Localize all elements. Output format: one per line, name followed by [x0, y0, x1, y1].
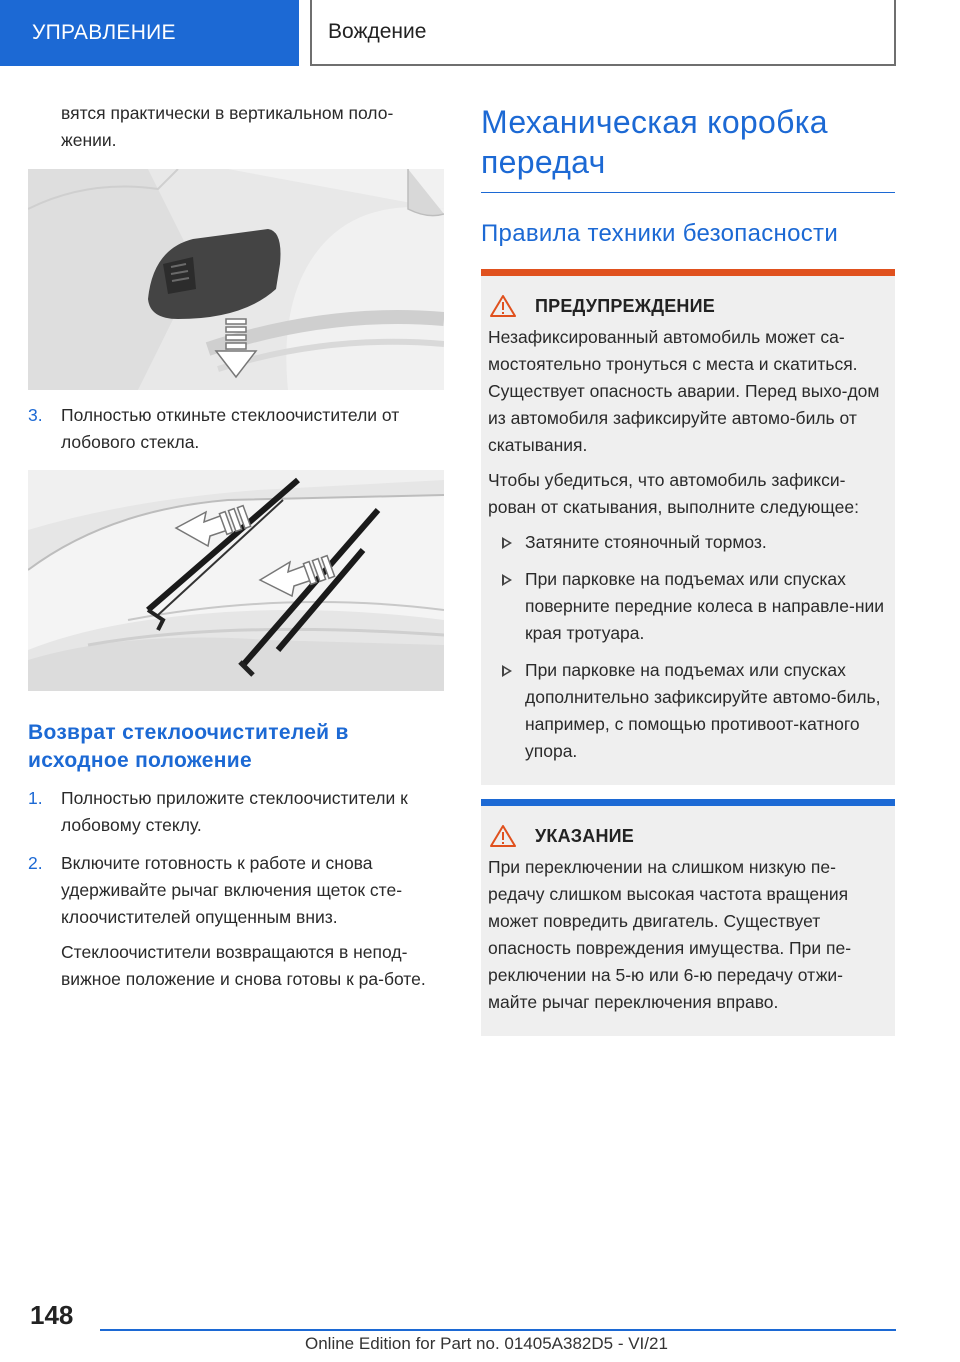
notice-bar [481, 799, 895, 806]
warning-bullet: При парковке на подъемах или спусках дополнительно зафиксируйте автомо-биль, например, с помощью противоот-катного упора. [488, 657, 888, 765]
step-2-text: Включите готовность к работе и снова удерживайте рычаг включения щеток сте-клоочистителей опущенным вниз. [61, 853, 403, 927]
step-3-number: 3. [28, 405, 43, 425]
warning-icon [490, 294, 516, 318]
notice-icon [490, 824, 516, 848]
step-2-result: Стеклоочистители возвращаются в непод-вижное положение и снова готовы к ра-боте. [61, 942, 426, 989]
left-column [28, 100, 444, 993]
right-column [481, 100, 895, 1036]
chapter-title: Вождение [310, 0, 896, 66]
bullet-triangle-icon [502, 537, 512, 549]
subheading-return-wipers: Возврат стеклоочистителей в исходное положение [28, 721, 349, 772]
step-1-text: Полностью приложите стеклоочистители к лобовому стеклу. [61, 788, 408, 835]
mirror-illustration [28, 169, 444, 390]
heading-rule [481, 192, 895, 193]
section-tab[interactable]: УПРАВЛЕНИЕ [0, 0, 299, 66]
wiper-illustration [28, 470, 444, 691]
step-2 [28, 850, 444, 931]
intro-text: вятся практически в вертикальном поло- жении. [61, 103, 394, 150]
step-1 [28, 785, 444, 839]
step-2-number: 2. [28, 853, 43, 873]
section-title: Правила техники безопасности [481, 220, 839, 247]
warning-box [481, 269, 895, 785]
bullet-triangle-icon [502, 574, 512, 586]
warning-bullet: При парковке на подъемах или спусках поверните передние колеса в направле-нии края тротуара. [488, 566, 888, 647]
step-1-number: 1. [28, 788, 43, 808]
warning-title: ПРЕДУПРЕЖДЕНИЕ [535, 295, 715, 316]
bullet-triangle-icon [502, 665, 512, 677]
page-number: 148 [30, 1300, 74, 1330]
footer-edition: Online Edition for Part no. 01405A382D5 - VI/21 [305, 1334, 668, 1353]
step-3-text: Полностью откиньте стеклоочистители от лобового стекла. [61, 405, 400, 452]
warning-text-2: Чтобы убедиться, что автомобиль зафикси-рован от скатывания, выполните следующее: [488, 470, 859, 517]
warning-bullet: Затяните стояночный тормоз. [488, 529, 888, 556]
page-heading: Механическая коробка передач [481, 104, 828, 180]
wiper-figure [28, 470, 444, 691]
footer-rule [100, 1329, 896, 1331]
warning-bar [481, 269, 895, 276]
notice-title: УКАЗАНИЕ [535, 825, 635, 846]
mirror-figure [28, 169, 444, 390]
notice-text: При переключении на слишком низкую пе-редачу слишком высокая частота вращения может повредить двигатель. Существует опасность повреждения имущества. При пе-реключении на 5-ю или 6-ю передачу отжи-майте рычаг переключения вправо. [488, 857, 852, 1012]
warning-text-1: Незафиксированный автомобиль может са-мостоятельно тронуться с места и скатиться. Существует опасность аварии. Перед выхо-дом из автомобиля зафиксируйте автомо-биль от скатывания. [488, 327, 880, 455]
step-3 [28, 402, 444, 456]
notice-box [481, 799, 895, 1036]
